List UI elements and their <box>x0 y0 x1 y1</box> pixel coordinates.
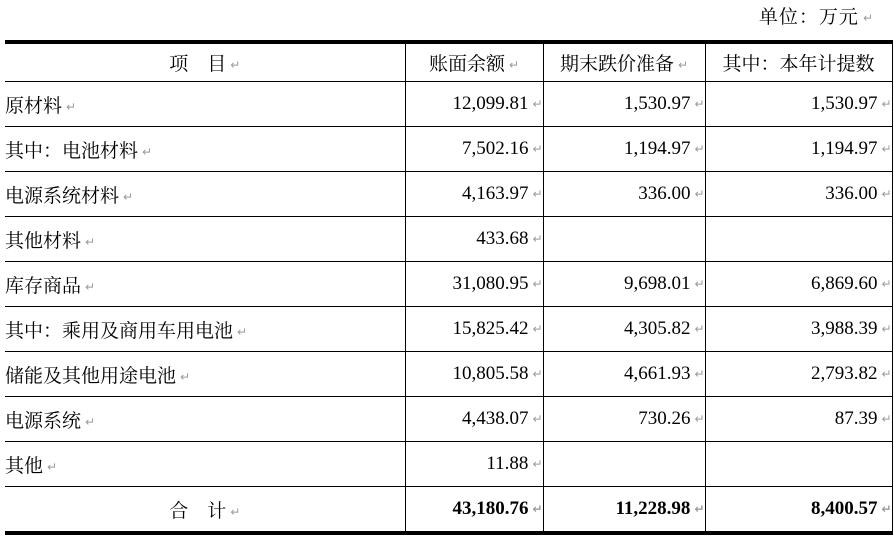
cell-value: 7,502.16 <box>461 138 529 159</box>
paragraph-mark-icon: ↵ <box>694 142 705 156</box>
row-label-cell <box>5 262 405 307</box>
value-cell <box>705 127 892 172</box>
cell-value: 1,530.97 <box>810 93 878 114</box>
row-label-cell <box>5 82 405 127</box>
value-cell <box>405 397 543 442</box>
value-cell <box>705 262 892 307</box>
value-cell <box>405 172 543 217</box>
row-label: 其他 <box>5 455 44 477</box>
paragraph-mark-icon: ↵ <box>532 97 543 111</box>
row-label-cell <box>5 127 405 172</box>
unit-label <box>759 2 874 29</box>
paragraph-mark-icon: ↵ <box>532 457 543 471</box>
table-row <box>5 172 892 217</box>
paragraph-mark-icon: ↵ <box>123 189 134 204</box>
value-cell <box>543 352 705 397</box>
header-label: 其中：本年计提数 <box>722 54 875 75</box>
cell-value: 433.68 <box>476 228 529 249</box>
value-cell <box>543 307 705 352</box>
row-label: 电源系统材料 <box>5 185 120 207</box>
cell-value: 12,099.81 <box>452 93 529 114</box>
value-cell <box>705 442 892 487</box>
table-row <box>5 262 892 307</box>
row-label-cell <box>5 442 405 487</box>
value-cell <box>405 442 543 487</box>
table-row <box>5 397 892 442</box>
value-cell <box>705 487 892 534</box>
cell-value: 31,080.95 <box>452 273 529 294</box>
cell-value: 730.26 <box>638 408 691 429</box>
value-cell <box>405 217 543 262</box>
header-cell-ending-provision <box>543 42 705 82</box>
paragraph-mark-icon: ↵ <box>677 58 689 72</box>
row-label: 其中：乘用及商用车用电池 <box>5 320 234 342</box>
paragraph-mark-icon: ↵ <box>694 502 705 516</box>
row-label-cell <box>5 307 405 352</box>
unit-label-text: 单位：万元 <box>758 7 859 28</box>
paragraph-mark-icon: ↵ <box>694 277 705 291</box>
paragraph-mark-icon: ↵ <box>881 412 892 426</box>
cell-value: 4,305.82 <box>623 318 691 339</box>
paragraph-mark-icon: ↵ <box>694 187 705 201</box>
cell-value: 336.00 <box>638 183 691 204</box>
paragraph-mark-icon: ↵ <box>881 97 892 111</box>
table-body <box>5 82 892 534</box>
value-cell <box>405 487 543 534</box>
paragraph-mark-icon: ↵ <box>66 99 77 114</box>
paragraph-mark-icon: ↵ <box>532 187 543 201</box>
row-label-cell <box>5 397 405 442</box>
paragraph-mark-icon: ↵ <box>881 277 892 291</box>
cell-value: 87.39 <box>834 408 878 429</box>
paragraph-mark-icon: ↵ <box>881 187 892 201</box>
table-header-row <box>5 42 892 82</box>
table-row <box>5 352 892 397</box>
value-cell <box>543 82 705 127</box>
value-cell <box>705 307 892 352</box>
paragraph-mark-icon: ↵ <box>532 412 543 426</box>
value-cell <box>405 262 543 307</box>
paragraph-mark-icon: ↵ <box>47 459 58 474</box>
cell-value: 2,793.82 <box>810 363 878 384</box>
cell-value: 11,228.98 <box>615 498 691 519</box>
cell-value: 4,661.93 <box>623 363 691 384</box>
cell-value: 10,805.58 <box>452 363 529 384</box>
value-cell <box>543 442 705 487</box>
row-label: 合 计 <box>169 500 227 522</box>
value-cell <box>705 172 892 217</box>
paragraph-mark-icon: ↵ <box>881 322 892 336</box>
paragraph-mark-icon: ↵ <box>532 322 543 336</box>
table-row <box>5 82 892 127</box>
value-cell <box>405 352 543 397</box>
paragraph-mark-icon: ↵ <box>862 11 874 25</box>
value-cell <box>543 397 705 442</box>
paragraph-mark-icon: ↵ <box>508 58 520 72</box>
paragraph-mark-icon: ↵ <box>881 142 892 156</box>
cell-value: 8,400.57 <box>810 498 878 519</box>
row-label: 原材料 <box>5 95 63 117</box>
value-cell <box>705 217 892 262</box>
table-row <box>5 307 892 352</box>
header-label: 期末跌价准备 <box>559 54 674 75</box>
paragraph-mark-icon: ↵ <box>230 58 241 72</box>
header-label: 项 目 <box>169 54 227 75</box>
header-cell-current-year-accrual <box>705 42 892 82</box>
table-row <box>5 217 892 262</box>
row-label-cell <box>5 487 405 534</box>
value-cell <box>405 127 543 172</box>
header-cell-book-balance <box>405 42 543 82</box>
table-row <box>5 127 892 172</box>
row-label: 其中：电池材料 <box>5 140 139 162</box>
value-cell <box>543 172 705 217</box>
cell-value: 11.88 <box>486 453 529 474</box>
paragraph-mark-icon: ↵ <box>532 502 543 516</box>
paragraph-mark-icon: ↵ <box>85 279 96 294</box>
row-label-cell <box>5 352 405 397</box>
cell-value: 1,194.97 <box>623 138 691 159</box>
cell-value: 336.00 <box>825 183 878 204</box>
inventory-provision-table <box>5 40 893 535</box>
paragraph-mark-icon: ↵ <box>532 277 543 291</box>
value-cell <box>543 262 705 307</box>
paragraph-mark-icon: ↵ <box>694 367 705 381</box>
row-label-cell <box>5 217 405 262</box>
cell-value: 15,825.42 <box>452 318 529 339</box>
cell-value: 4,163.97 <box>461 183 529 204</box>
paragraph-mark-icon: ↵ <box>532 142 543 156</box>
paragraph-mark-icon: ↵ <box>532 232 543 246</box>
value-cell <box>405 82 543 127</box>
value-cell <box>543 127 705 172</box>
paragraph-mark-icon: ↵ <box>881 502 892 516</box>
paragraph-mark-icon: ↵ <box>85 414 96 429</box>
value-cell <box>405 307 543 352</box>
value-cell <box>705 352 892 397</box>
cell-value: 4,438.07 <box>461 408 529 429</box>
paragraph-mark-icon: ↵ <box>230 504 241 519</box>
paragraph-mark-icon: ↵ <box>532 367 543 381</box>
row-label: 其他材料 <box>5 230 82 252</box>
cell-value: 3,988.39 <box>810 318 878 339</box>
paragraph-mark-icon: ↵ <box>180 369 191 384</box>
paragraph-mark-icon: ↵ <box>694 412 705 426</box>
row-label: 电源系统 <box>5 410 82 432</box>
cell-value: 6,869.60 <box>810 273 878 294</box>
row-label-cell <box>5 172 405 217</box>
paragraph-mark-icon: ↵ <box>142 144 153 159</box>
header-cell-item <box>5 42 405 82</box>
paragraph-mark-icon: ↵ <box>881 367 892 381</box>
paragraph-mark-icon: ↵ <box>694 322 705 336</box>
value-cell <box>705 397 892 442</box>
table-header <box>5 42 892 82</box>
paragraph-mark-icon: ↵ <box>694 97 705 111</box>
value-cell <box>705 82 892 127</box>
table-row <box>5 487 892 534</box>
cell-value: 1,530.97 <box>623 93 691 114</box>
paragraph-mark-icon: ↵ <box>85 234 96 249</box>
table-row <box>5 442 892 487</box>
paragraph-mark-icon: ↵ <box>237 324 248 339</box>
value-cell <box>543 487 705 534</box>
value-cell <box>543 217 705 262</box>
cell-value: 43,180.76 <box>452 498 529 519</box>
header-label: 账面余额 <box>428 54 505 75</box>
cell-value: 1,194.97 <box>810 138 878 159</box>
row-label: 储能及其他用途电池 <box>5 365 177 387</box>
row-label: 库存商品 <box>5 275 82 297</box>
cell-value: 9,698.01 <box>623 273 691 294</box>
